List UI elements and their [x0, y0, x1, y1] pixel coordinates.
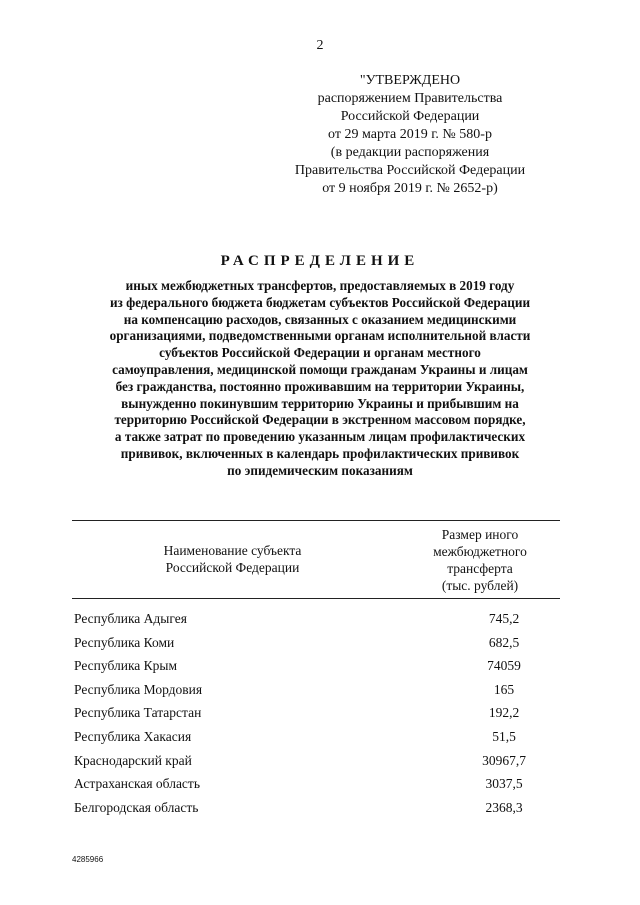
- column-header-line: Российской Федерации: [165, 560, 300, 575]
- region-name: Республика Коми: [74, 634, 175, 650]
- table-body: [74, 611, 560, 823]
- approval-line: Правительства Российской Федерации: [294, 163, 526, 178]
- subtitle-line: субъектов Российской Федерации и органам местного: [159, 345, 481, 361]
- table-row: [74, 729, 560, 753]
- region-name: Республика Хакасия: [74, 728, 192, 744]
- column-header-amount: [410, 526, 550, 594]
- subtitle-line: иных межбюджетных трансфертов, предоставляемых в 2019 году: [125, 278, 515, 293]
- subtitle-line: а также затрат по проведению указанным лицам профилактических: [114, 429, 526, 445]
- transfer-amount: 3037,5: [485, 776, 523, 792]
- transfer-amount: 30967,7: [482, 752, 526, 768]
- region-name: Республика Татарстан: [74, 705, 202, 721]
- table-row: [74, 682, 560, 706]
- table-row: [74, 635, 560, 659]
- table-row: [74, 800, 560, 824]
- transfer-amount: 74059: [487, 658, 521, 674]
- subtitle-line: на компенсацию расходов, связанных с оказанием медицинскими: [123, 311, 517, 327]
- subtitle-line: без гражданства, постоянно проживавшим на территории Украины,: [115, 378, 525, 394]
- region-name: Краснодарский край: [74, 752, 192, 768]
- column-header-name: [110, 542, 355, 576]
- transfer-amount: 745,2: [488, 611, 520, 626]
- transfer-amount: 51,5: [492, 728, 516, 744]
- table-row: [74, 658, 560, 682]
- subtitle-line: прививок, включенных в календарь профилактических прививок: [120, 445, 520, 461]
- table-row: [74, 611, 560, 635]
- region-name: Республика Мордовия: [74, 681, 203, 697]
- table-top-rule: [72, 520, 560, 521]
- table-header-rule: [72, 598, 560, 599]
- region-name: Республика Крым: [74, 658, 178, 674]
- document-subtitle: [64, 278, 576, 480]
- table-row: [74, 705, 560, 729]
- approval-line: от 9 ноября 2019 г. № 2652-р): [322, 181, 498, 196]
- transfer-amount: 165: [493, 681, 515, 697]
- column-header-line: Наименование субъекта: [163, 543, 302, 558]
- table-row: [74, 776, 560, 800]
- approval-line: от 29 марта 2019 г. № 580-р: [328, 127, 492, 142]
- column-header-line: межбюджетного: [433, 544, 527, 559]
- document-code: 4285966: [72, 855, 104, 864]
- approval-line: распоряжением Правительства: [317, 91, 503, 106]
- approval-stamp: [280, 72, 540, 198]
- column-header-line: Размер иного: [441, 527, 519, 542]
- approval-line: (в редакции распоряжения: [330, 145, 490, 160]
- subtitle-line: самоуправления, медицинской помощи гражданам Украины и лицам: [112, 361, 528, 377]
- subtitle-line: из федерального бюджета бюджетам субъектов Российской Федерации: [109, 294, 531, 310]
- transfer-amount: 192,2: [488, 705, 520, 721]
- column-header-line: (тыс. рублей): [441, 578, 519, 593]
- subtitle-line: территорию Российской Федерации в экстренном массовом порядке,: [114, 412, 526, 428]
- subtitle-line: вынужденно покинувшим территорию Украины и прибывшим на: [121, 395, 519, 411]
- column-header-line: трансферта: [447, 561, 513, 576]
- subtitle-line: организациями, подведомственными органам исполнительной власти: [109, 328, 531, 344]
- page-number: 2: [316, 38, 324, 53]
- region-name: Астраханская область: [74, 776, 200, 792]
- document-title: РАСПРЕДЕЛЕНИЕ: [220, 253, 420, 269]
- approval-line: Российской Федерации: [340, 109, 480, 124]
- subtitle-line: по эпидемическим показаниям: [227, 462, 413, 478]
- approval-line: "УТВЕРЖДЕНО: [359, 73, 461, 88]
- table-row: [74, 753, 560, 777]
- transfer-amount: 682,5: [488, 634, 520, 650]
- transfer-amount: 2368,3: [485, 799, 523, 815]
- region-name: Белгородская область: [74, 799, 199, 815]
- region-name: Республика Адыгея: [74, 611, 187, 626]
